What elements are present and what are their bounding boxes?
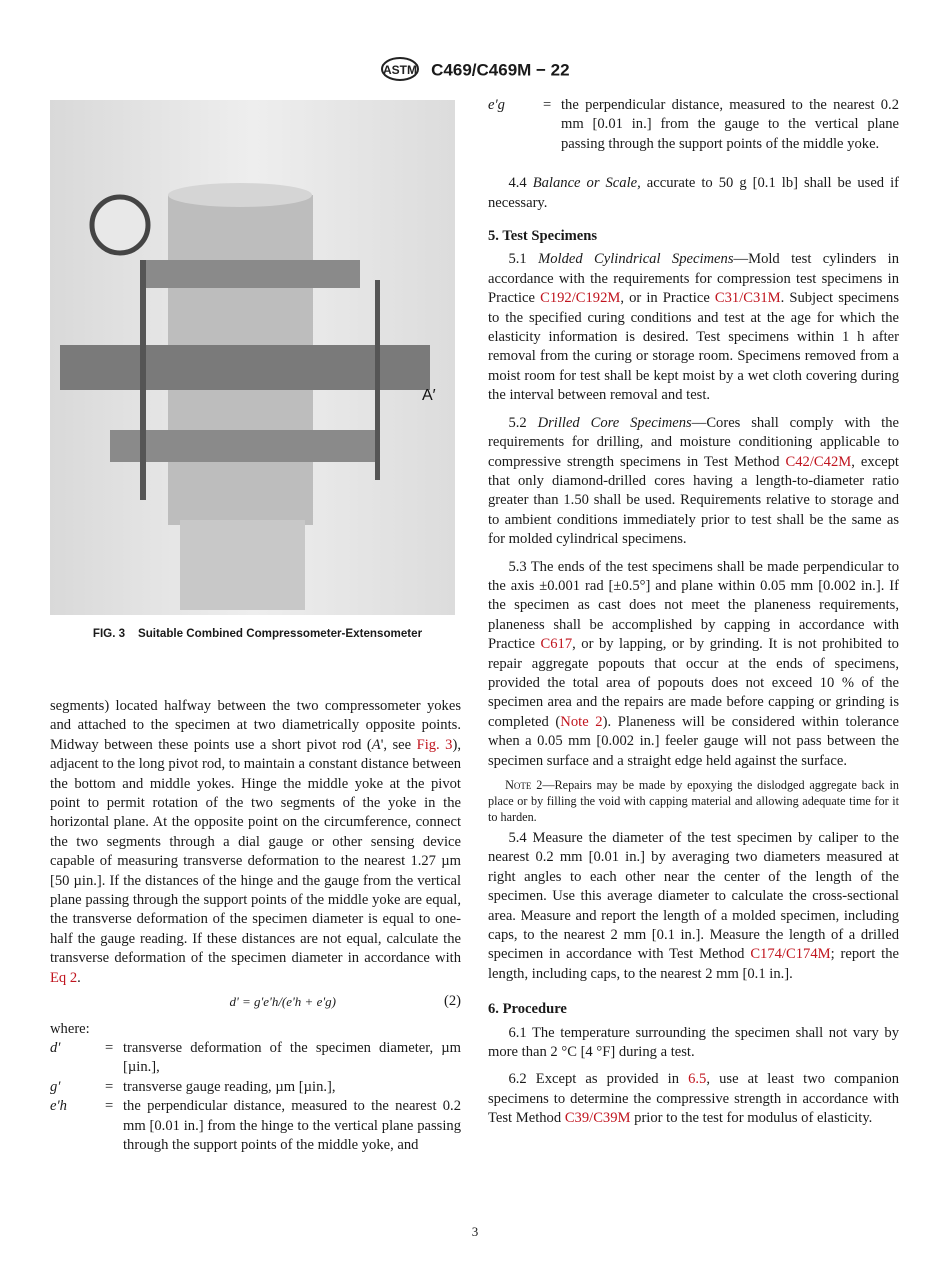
paragraph-6-2 [488, 1070, 899, 1128]
text-segment: . Subject specimens to the specified curing conditions and test at the age for which the elasticity information is desired. Test specimens within 1 h after removal from the curing or storage room. Specimens removed from a moist room for test shall be kept moist by a wet cloth covering during the interval between removal and test. [488, 290, 899, 404]
text-segment: accurate to 50 g [0.1 lb] shall be used if necessary. [488, 175, 900, 211]
text-segment: 6.2 Except as provided in [508, 1071, 689, 1088]
text-segment: Drilled Core Specimens [537, 414, 692, 431]
cross-reference-link[interactable]: C31/C31M [714, 290, 781, 307]
text-segment: prior to the test for modulus of elasticity. [630, 1110, 873, 1127]
text-segment: ). Planeness will be considered within tolerance when a 0.05 mm [0.002 in.] feeler gauge will not pass between the specimen surface and a straight edge held against the surface. [488, 713, 899, 769]
astm-logo-icon [380, 56, 420, 86]
standard-designation: C469/C469M − 22 [431, 60, 570, 80]
where-label: where: [50, 1020, 90, 1037]
paragraph-5-1 [488, 250, 899, 405]
text-segment: , except that only diamond-drilled cores having a length-to-diameter ratio greater than 1.50 shall be used. Requirements relative to storage and to ambient conditions immediately prior to test shall be the same as for molded cylindrical specimens. [488, 453, 899, 548]
caption-number: FIG. 3 [92, 627, 126, 640]
def-equals: = [543, 97, 552, 113]
text-segment: segments) located halfway between the two compressometer yokes and attached to the specimen at two diametrically opposite points. Midway between these points use a short pivot rod ( [50, 698, 461, 753]
cross-reference-link[interactable]: Eq 2 [50, 969, 78, 986]
def-equals: = [105, 1078, 114, 1095]
page-number: 3 [471, 1224, 479, 1239]
text-segment: Note [505, 778, 532, 792]
text-segment: Molded Cylindrical Specimens [538, 251, 734, 268]
paragraph-5-3 [488, 558, 899, 771]
text-segment: . [77, 969, 81, 986]
figure-caption [55, 624, 460, 643]
text-segment: 6.1 The temperature surrounding the specimen shall not vary by more than 2 °C [4 °F] during a test. [488, 1024, 899, 1061]
cross-reference-link[interactable]: C42/C42M [785, 453, 852, 470]
def-text: the perpendicular distance, measured to the nearest 0.2 mm [0.01 in.] from the gauge to the vertical plane passing through the support points of the middle yoke. [561, 97, 899, 152]
text-segment: 5.1 [508, 251, 539, 268]
text-segment: 5.2 [508, 414, 538, 431]
text-segment: Balance or Scale, [532, 175, 641, 192]
left-column [50, 697, 461, 1155]
text-segment: —Mold test cylinders in accordance with the requirements for compression test specimens in Practice [488, 251, 900, 307]
section-heading-6: 6. Procedure [488, 1001, 567, 1018]
def-symbol: d′ [50, 1039, 61, 1056]
text-segment: ', see [380, 736, 417, 753]
page-header [0, 56, 950, 86]
cross-reference-link[interactable]: C617 [540, 636, 573, 653]
def-symbol: g′ [50, 1078, 61, 1095]
text-segment: 2—Repairs may be made by epoxying the dislodged aggregate back in place or by filling the void with capping material and allowing adequate time for it to harden. [488, 778, 899, 824]
def-equals: = [105, 1098, 114, 1115]
text-segment: 5.4 Measure the diameter of the test specimen by caliper to the nearest 0.2 mm [0.01 in.] by averaging two diameters measured at right angles to each other near the center of the length of the specimen. Use this average diameter to calculate the cross-sectional area. Measure and report the length of a molded specimen, including caps, to the nearest 2 mm [0.1 in.]. Measure the length of a drilled specimen in accordance with Test Method [488, 830, 899, 963]
def-text: transverse gauge reading, µm [µin.], [123, 1078, 336, 1095]
text-segment: , or by lapping, or by grinding. It is not prohibited to repair aggregate popouts that occur at the ends of specimens, provided the total area of popouts does not exceed 10 % of the specimen area and the repairs are made before capping or grinding is completed ( [488, 636, 899, 730]
cross-reference-link[interactable]: C174/C174M [750, 946, 831, 963]
photo-label-a-prime: A′ [422, 387, 436, 404]
paragraph-6-1 [488, 1024, 899, 1063]
def-text: the perpendicular distance, measured to the nearest 0.2 mm [0.01 in.] from the hinge to the vertical plane passing through the support points of the middle yoke, and [123, 1098, 461, 1153]
equation-number: (2) [443, 993, 461, 1010]
caption-text: Suitable Combined Compressometer-Extensometer [137, 627, 423, 640]
paragraph-5-2 [488, 414, 899, 550]
paragraph-continued [50, 697, 461, 988]
def-text: transverse deformation of the specimen diameter, µm [µin.], [123, 1039, 461, 1076]
cross-reference-link[interactable]: C39/C39M [564, 1110, 631, 1127]
paragraph-5-4 [488, 829, 899, 984]
equation-formula: d' = g'e'h/(e'h + e'g) [229, 994, 336, 1010]
cross-reference-link[interactable]: C192/C192M [540, 290, 621, 307]
text-segment: ; report the length, including caps, to the nearest 2 mm [0.1 in.]. [488, 946, 900, 982]
variable-definitions [50, 1039, 461, 1155]
figure-3 [50, 100, 461, 615]
text-segment: 4.4 [508, 175, 533, 192]
section-heading-5: 5. Test Specimens [488, 228, 598, 245]
def-equals: = [105, 1039, 114, 1056]
variable-definition-eg [488, 96, 899, 154]
text-segment: A [371, 736, 381, 753]
cross-reference-link[interactable]: Fig. 3 [416, 736, 453, 753]
equation-2 [50, 992, 461, 1011]
text-segment: , use at least two companion specimens to determine the compressive strength in accordance with Test Method [488, 1071, 899, 1127]
svg-text:ASTM: ASTM [383, 63, 418, 77]
def-symbol: e′h [50, 1098, 67, 1115]
cross-reference-link[interactable]: 6.5 [688, 1071, 707, 1088]
text-segment: —Cores shall comply with the requirements for drilling, and moisture conditioning applicable to compressive strength specimens in Test Method [488, 414, 899, 470]
text-segment: 5.3 The ends of the test specimens shall be made perpendicular to the axis ±0.001 rad [±0.5°] and plane within 0.05 mm [0.002 in.]. If the specimen as cast does not meet the planeness requirements, planeness shall be accomplished by capping in accordance with Practice [488, 558, 899, 653]
paragraph-4-4 [488, 174, 899, 213]
compressometer-photo [50, 100, 455, 615]
cross-reference-link[interactable]: Note 2 [560, 713, 603, 730]
text-segment: , or in Practice [620, 290, 715, 307]
right-column [488, 96, 899, 1129]
note-2 [488, 777, 899, 825]
text-segment: ), adjacent to the long pivot rod, to maintain a constant distance between the bottom and middle yokes. Hinge the middle yoke at the pivot point to permit rotation of the two segments of the yoke in the horizontal plane. At the opposite point on the circumference, connect the two segments through a dial gauge or other sensing device capable of measuring transverse deformation to the nearest 1.27 µm [50 µin.]. If the distances of the hinge and the gauge from the vertical plane passing through the support points of the middle yoke are equal, the transverse deformation of the specimen diameter is equal to one-half the gauge reading. If these distances are not equal, calculate the transverse deformation of the specimen diameter in accordance with [50, 736, 461, 967]
def-symbol: e′g [488, 97, 505, 113]
